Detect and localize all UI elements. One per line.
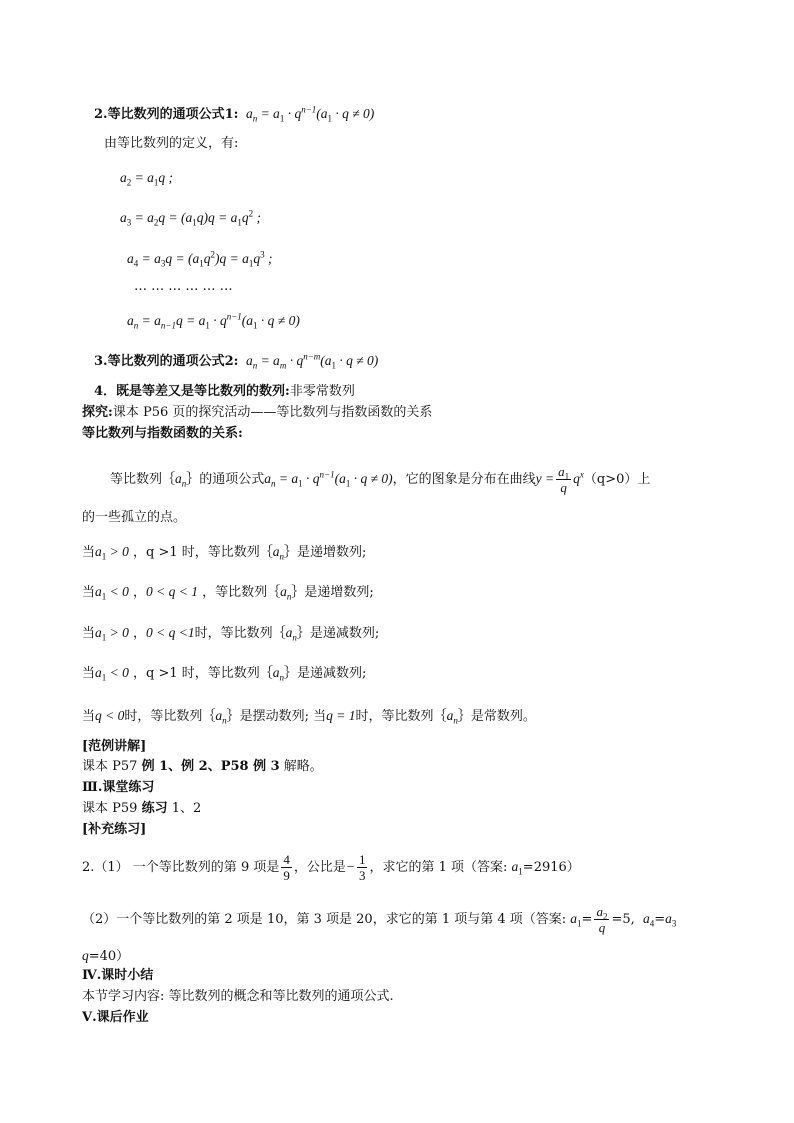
examples-heading: [范例讲解] (82, 739, 147, 754)
relation-p2: 的一些孤立的点。 (82, 510, 187, 525)
sec2-step3: $a_4 = a_3q = (a_1q^2)q = a_1q^3$ ; (127, 249, 273, 269)
examples-text-c: 解略。 (279, 759, 323, 774)
summary-heading: Ⅳ.课时小结 (82, 968, 154, 983)
summary-text: 本节学习内容: 等比数列的概念和等比数列的通项公式. (82, 989, 394, 1004)
sec2-dots: … … … … … … (134, 279, 233, 294)
sec3-line (94, 351, 378, 372)
relation-c2: 当$a_1 < 0$ ，0 < q < 1 ，等比数列$\{a_n\}$是递增数列; (82, 584, 374, 602)
supplement-q2b: q=40） (82, 948, 130, 964)
explore-text: 课本 P56 页的探究活动——等比数列与指数函数的关系 (112, 405, 433, 420)
sec2-intro: 由等比数列的定义，有: (104, 136, 239, 151)
supplement-heading: [补充练习] (82, 822, 147, 837)
relation-c5: 当q < 0时，等比数列$\{a_n\}$是摆动数列; 当q = 1时，等比数列$\{a_n\}$是常数列。 (82, 708, 536, 726)
relation-p1: 等比数列$\{a_n\}$的通项公式$a_n = a_1 \cdot q^{n-1}(a_1 \cdot q \ne 0)$，它的图象是分布在曲线y = $\frac{a_1}{q}$ $q^x(q>0)$上 (110, 464, 651, 495)
sec2-step1: $a_2 = a_1q$ ; (120, 170, 173, 188)
supplement-q1: 2.（1） 一个等比数列的第 9 项是 $\frac{4}{9}$ ，公比是− $\frac{1}{3}$ ，求它的第 1 项（答案: $a_1=2916$） (82, 852, 580, 883)
examples-line (82, 757, 323, 777)
sec2-title: 2.等比数列的通项公式1: (94, 107, 239, 122)
sec4-answer: 非零常数列 (289, 384, 355, 399)
sec3-formula: $a_n = a_m \cdot q^{n-m}(a_1 \cdot q \ne 0)$ (242, 351, 379, 371)
examples-text-b: 例 1、例 2、P58 例 3 (141, 759, 280, 774)
sec2-formula: $a_n = a_1 \cdot q^{n-1}(a_1 \cdot q \ne 0)$ (242, 104, 375, 124)
practice-text-b: 练习 (141, 801, 168, 816)
practice-text-a: 课本 P59 (82, 801, 142, 816)
sec3-title: 3.等比数列的通项公式2: (94, 354, 239, 369)
explore-label: 探究: (82, 405, 113, 420)
supplement-q2a: （2）一个等比数列的第 2 项是 10，第 3 项是 20，求它的第 1 项与第 4 项（答案: $a_1=$ $\frac{a_2}{q}$ =5, $a_4=a_3$ (82, 904, 677, 935)
homework-heading: Ⅴ.课后作业 (82, 1010, 149, 1025)
sec4-title: 4．既是等差又是等比数列的数列: (94, 384, 290, 399)
examples-text-a: 课本 P57 (82, 759, 142, 774)
relation-c1: 当$a_1 > 0$ ，q >1 时，等比数列$\{a_n\}$是递增数列; (82, 544, 367, 562)
practice-line (82, 799, 201, 819)
sec2-step2: $a_3 = a_2q = (a_1q)q = a_1q^2$ ; (120, 208, 261, 228)
sec2-line (94, 104, 374, 125)
practice-heading: Ⅲ.课堂练习 (82, 780, 155, 795)
relation-c3: 当$a_1 > 0$ ，0 < q <1时，等比数列$\{a_n\}$是递减数列; (82, 625, 380, 643)
sec2-stepN: $a_n = a_{n-1}q = a_1 \cdot q^{n-1}(a_1 \cdot q \ne 0)$ (127, 311, 300, 331)
sec4-line (94, 382, 355, 402)
practice-text-c: 1、2 (167, 801, 202, 816)
explore-line (82, 403, 432, 423)
relation-c4: 当$a_1 < 0$ ，q >1 时，等比数列$\{a_n\}$是递减数列; (82, 665, 367, 683)
relation-title: 等比数列与指数函数的关系: (82, 426, 243, 441)
